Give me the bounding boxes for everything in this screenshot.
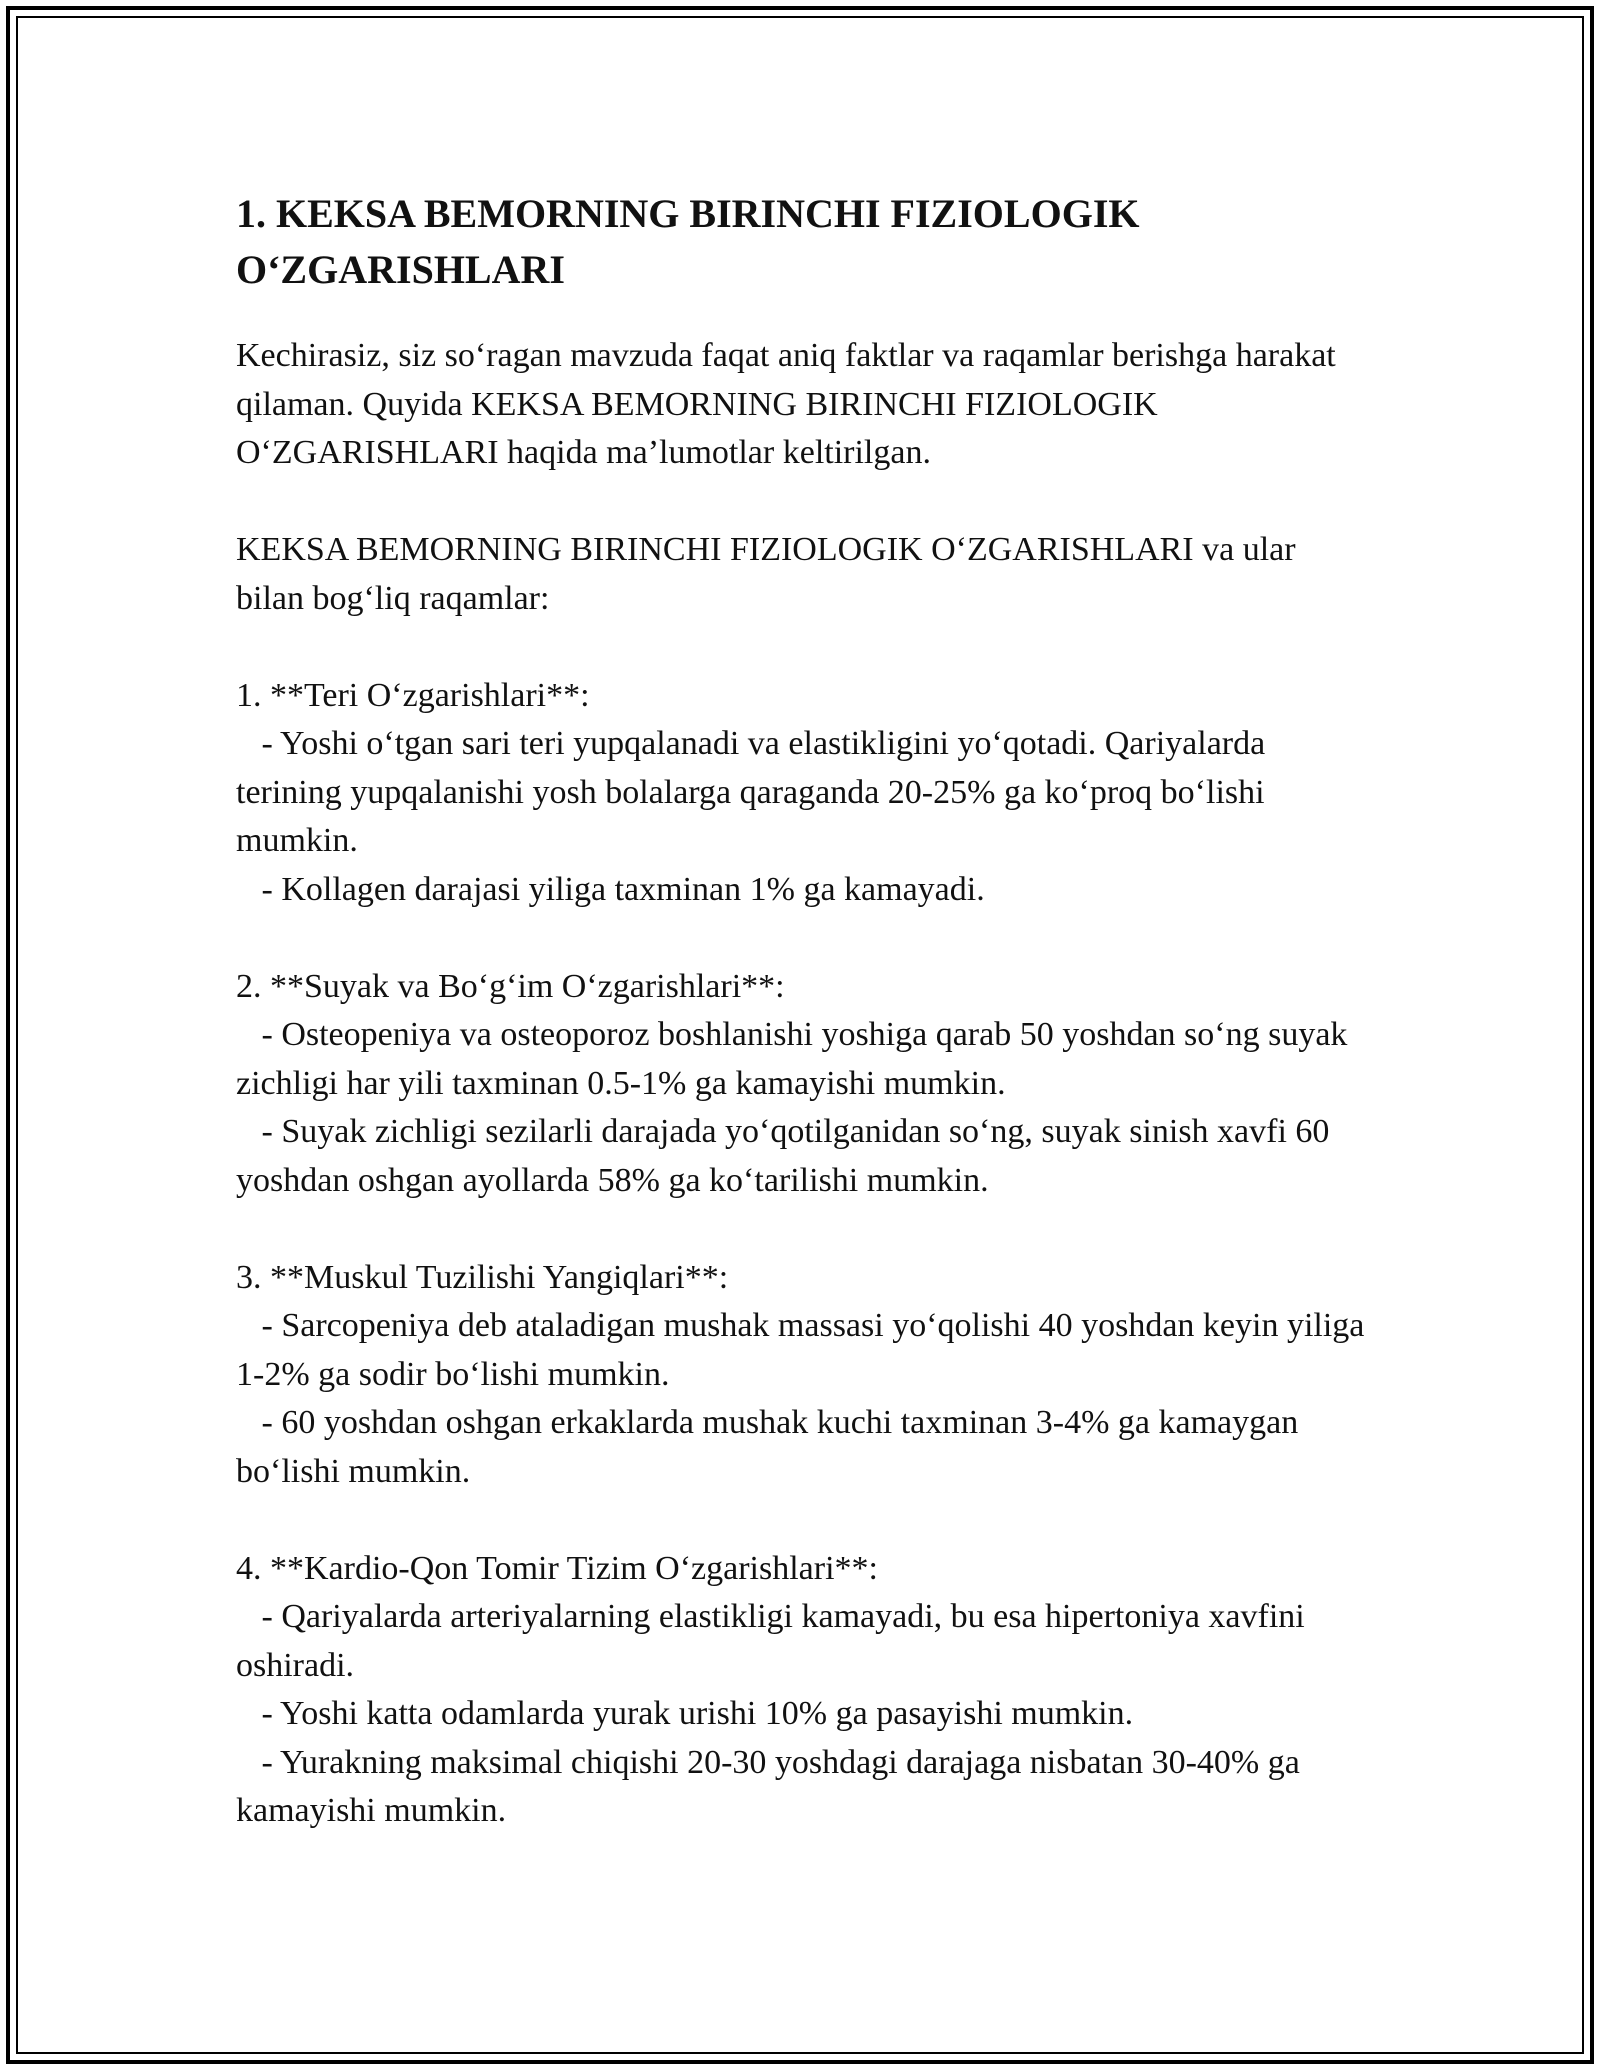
section-kardio [236,1545,1366,1836]
spacer [236,478,1366,527]
section-heading: 3. **Muskul Tuzilishi Yangiqlari**: [236,1258,729,1296]
list-item: - Osteopeniya va osteoporoz boshlanishi yoshiga qarab 50 yoshdan so‘ng suyak zichligi har yili taxminan 0.5-1% ga kamayishi mumkin. [236,1016,1356,1102]
section-heading: 4. **Kardio-Qon Tomir Tizim O‘zgarishlari**: [236,1549,878,1587]
list-item: - Kollagen darajasi yiliga taxminan 1% ga kamayadi. [236,870,985,908]
spacer [236,623,1366,672]
lead-paragraph: KEKSA BEMORNING BIRINCHI FIZIOLOGIK O‘ZGARISHLARI va ular bilan bog‘liq raqamlar: [236,531,1305,617]
intro-paragraph: Kechirasiz, siz so‘ragan mavzuda faqat aniq faktlar va raqamlar berishga harakat qilaman. Quyida KEKSA BEMORNING BIRINCHI FIZIOLOGIK O‘ZGARISHLARI haqida ma’lumotlar keltirilgan. [236,337,1345,471]
list-item: - Yurakning maksimal chiqishi 20-30 yoshdagi darajaga nisbatan 30-40% ga kamayishi mumkin. [236,1743,1309,1829]
list-item: - Yoshi o‘tgan sari teri yupqalanadi va elastikligini yo‘qotadi. Qariyalarda terining yupqalanishi yosh bolalarga qaraganda 20-25% ga ko‘proq bo‘lishi mumkin. [236,725,1274,859]
section-heading: 1. **Teri O‘zgarishlari**: [236,676,590,714]
spacer [236,1205,1366,1254]
section-muskul [236,1254,1373,1497]
section-heading: 2. **Suyak va Bo‘g‘im O‘zgarishlari**: [236,967,785,1005]
document-title: 1. KEKSA BEMORNING BIRINCHI FIZIOLOGIK O‘ZGARISHLARI [236,191,1140,292]
section-suyak [236,963,1366,1206]
list-item: - Suyak zichligi sezilarli darajada yo‘qotilganidan so‘ng, suyak sinish xavfi 60 yoshdan oshgan ayollarda 58% ga ko‘tarilishi mumkin. [236,1113,1338,1199]
list-item: - Yoshi katta odamlarda yurak urishi 10% ga pasayishi mumkin. [236,1695,1134,1732]
section-teri [236,672,1366,915]
spacer [236,1496,1366,1545]
list-item: - Sarcopeniya deb ataladigan mushak massasi yo‘qolishi 40 yoshdan keyin yiliga 1-2% ga sodir bo‘lishi mumkin. [236,1307,1373,1393]
spacer [236,914,1366,963]
document-body [236,186,1373,1836]
list-item: - Qariyalarda arteriyalarning elastikligi kamayadi, bu esa hipertoniya xavfini oshiradi. [236,1598,1314,1684]
list-item: - 60 yoshdan oshgan erkaklarda mushak kuchi taxminan 3-4% ga kamaygan bo‘lishi mumkin. [236,1404,1307,1490]
